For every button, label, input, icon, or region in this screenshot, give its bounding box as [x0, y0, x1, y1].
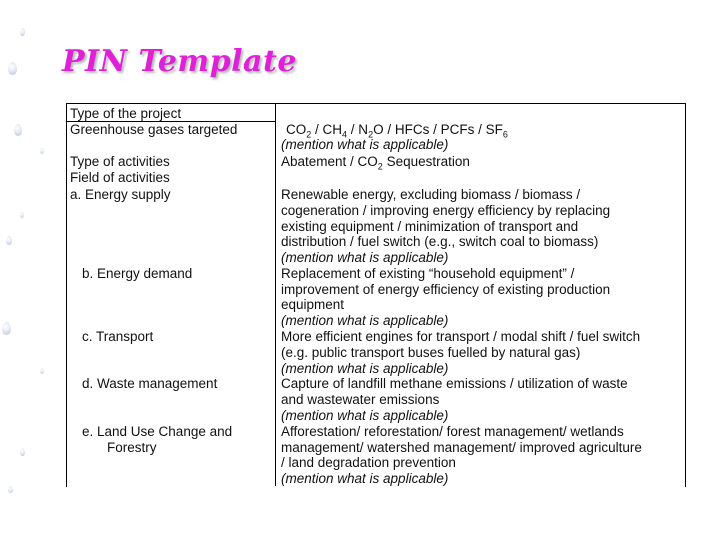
droplet-decoration: [2, 322, 11, 335]
transport-line: (e.g. public transport buses fuelled by natural gas): [281, 345, 581, 360]
land-use-label: e. Land Use Change and: [82, 424, 233, 439]
land-use-line: / land degradation prevention: [281, 455, 456, 470]
ghg-n2o: / N: [347, 122, 369, 137]
land-use-label-cont: Forestry: [107, 440, 157, 455]
transport-line: More efficient engines for transport / modal shift / fuel switch: [281, 329, 641, 344]
droplet-decoration: [8, 62, 17, 75]
abatement-text: Abatement / CO: [281, 154, 378, 169]
transport-note: (mention what is applicable): [281, 361, 449, 376]
energy-demand-line: improvement of energy efficiency of existing production: [281, 282, 611, 297]
waste-note: (mention what is applicable): [281, 408, 449, 423]
slide-title: PIN Template: [62, 44, 297, 79]
type-value: [281, 154, 470, 175]
subscript: 4: [342, 129, 348, 140]
droplet-decoration: [20, 212, 24, 218]
waste-line: Capture of landfill methane emissions / utilization of waste: [281, 376, 628, 391]
energy-supply-line: existing equipment / minimization of transport and: [281, 219, 579, 234]
ghg-label: Greenhouse gases targeted: [70, 122, 238, 137]
energy-demand-note: (mention what is applicable): [281, 313, 449, 328]
waste-management-label: d. Waste management: [82, 376, 218, 391]
droplet-decoration: [20, 448, 25, 456]
droplet-decoration: [40, 368, 44, 374]
ghg-others: O / HFCs / PCFs / SF: [373, 122, 503, 137]
land-use-line: Afforestation/ reforestation/ forest management/ wetlands: [281, 424, 624, 439]
droplet-decoration: [8, 486, 13, 493]
droplet-decoration: [6, 236, 12, 245]
table-header: Type of the project: [70, 106, 182, 121]
energy-supply-line: Renewable energy, excluding biomass / biomass /: [281, 187, 581, 202]
ghg-ch4: / CH: [311, 122, 343, 137]
subscript: 2: [306, 129, 312, 140]
land-use-note: (mention what is applicable): [281, 471, 449, 486]
energy-supply-note: (mention what is applicable): [281, 250, 449, 265]
droplet-decoration: [20, 28, 25, 36]
energy-supply-label: a. Energy supply: [70, 187, 171, 202]
column-divider: [275, 103, 276, 486]
land-use-line: management/ watershed management/ improved agriculture: [281, 440, 642, 455]
waste-line: and wastewater emissions: [281, 392, 440, 407]
sequestration-text: Sequestration: [382, 154, 470, 169]
energy-supply-line: distribution / fuel switch (e.g., switch coal to biomass): [281, 234, 599, 249]
field-of-activities-label: Field of activities: [70, 170, 170, 185]
subscript: 2: [368, 129, 374, 140]
energy-demand-label: b. Energy demand: [82, 266, 193, 281]
energy-demand-line: equipment: [281, 297, 345, 312]
ghg-note: (mention what is applicable): [281, 137, 449, 152]
ghg-co2: CO: [286, 122, 307, 137]
droplet-decoration: [40, 148, 44, 154]
subscript: 6: [502, 129, 508, 140]
energy-demand-line: Replacement of existing “household equipment” /: [281, 266, 575, 281]
type-of-activities-label: Type of activities: [70, 154, 170, 169]
droplet-decoration: [14, 124, 22, 136]
energy-supply-line: cogeneration / improving energy efficiency by replacing: [281, 203, 611, 218]
transport-label: c. Transport: [82, 329, 154, 344]
subscript: 2: [377, 161, 383, 172]
